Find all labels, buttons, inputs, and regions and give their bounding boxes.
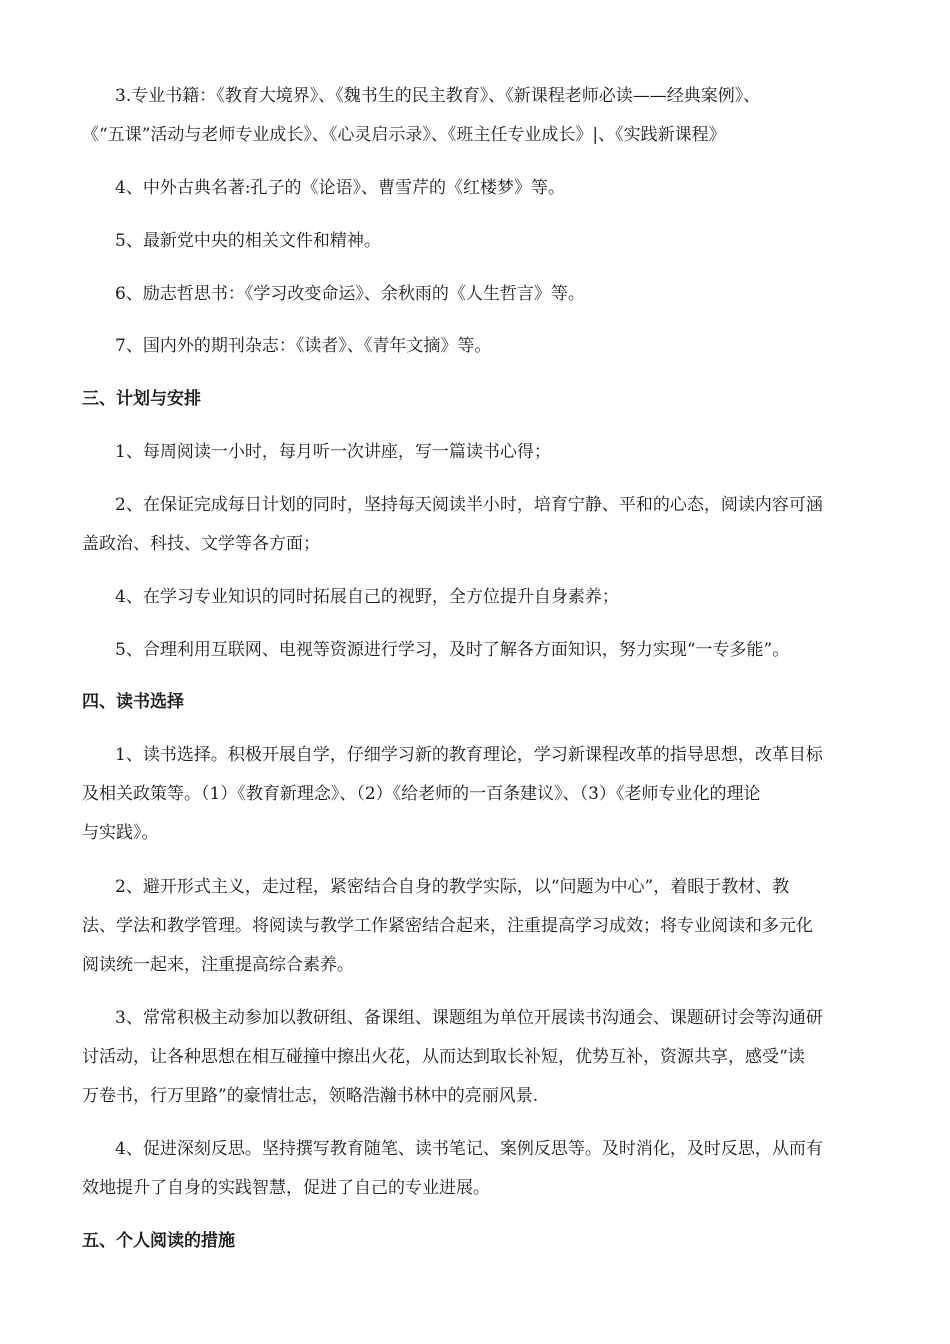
section-4-paragraph-1-line-2: 及相关政策等。（1）《教育新理念》、（2）《给老师的一百条建议》、（3）《老师专业化的理论 [82,784,761,804]
section-3-heading: 三、计划与安排 [82,389,201,409]
section-4-paragraph-2-line-2: 法、学法和教学管理。将阅读与教学工作紧密结合起来，注重提高学习成效；将专业阅读和多元化 [82,916,813,936]
section-4-heading: 四、读书选择 [82,692,184,712]
section-5-heading: 五、个人阅读的措施 [82,1231,235,1251]
section-4-paragraph-1-line-1: 1、读书选择。积极开展自学，仔细学习新的教育理论，学习新课程改革的指导思想，改革目标 [115,745,823,765]
book-list-item-3-line-1: 3.专业书籍：《教育大境界》、《魏书生的民主教育》、《新课程老师必读——经典案例》、 [115,86,761,106]
book-list-item-4: 4、中外古典名著:孔子的《论语》、曹雪芹的《红楼梦》等。 [115,178,566,198]
section-4-paragraph-2-line-3: 阅读统一起来，注重提高综合素养。 [82,955,354,975]
section-4-paragraph-1-line-3: 与实践》。 [82,823,159,843]
section-4-paragraph-3-line-3: 万卷书，行万里路”的豪情壮志，领略浩瀚书林中的亮丽风景. [82,1086,539,1106]
book-list-item-3-line-2: 《“五课”活动与老师专业成长》、《心灵启示录》、《班主任专业成长》|、《实践新课程》 [82,125,726,145]
section-4-paragraph-3-line-2: 讨活动，让各种思想在相互碰撞中擦出火花，从而达到取长补短，优势互补，资源共享，感受“读 [82,1047,805,1067]
section-4-paragraph-3-line-1: 3、常常积极主动参加以教研组、备课组、课题组为单位开展读书沟通会、课题研讨会等沟通研 [115,1008,823,1028]
section-4-paragraph-4-line-2: 效地提升了自身的实践智慧，促进了自己的专业进展。 [82,1178,490,1198]
section-3-paragraph-2-line-2: 盖政治、科技、文学等各方面； [82,534,320,554]
book-list-item-6: 6、励志哲思书：《学习改变命运》、余秋雨的《人生哲言》等。 [115,284,585,304]
book-list-item-5: 5、最新党中央的相关文件和精神。 [115,231,381,251]
section-4-paragraph-4-line-1: 4、促进深刻反思。坚持撰写教育随笔、读书笔记、案例反思等。及时消化，及时反思，从而有 [115,1139,823,1159]
section-3-paragraph-1: 1、每周阅读一小时，每月听一次讲座，写一篇读书心得； [115,442,551,462]
section-3-paragraph-5: 5、合理利用互联网、电视等资源进行学习，及时了解各方面知识，努力实现“一专多能”。 [115,640,790,660]
section-3-paragraph-2-line-1: 2、在保证完成每日计划的同时，坚持每天阅读半小时，培育宁静、平和的心态，阅读内容可涵 [115,495,823,515]
section-4-paragraph-2-line-1: 2、避开形式主义，走过程，紧密结合自身的教学实际，以“问题为中心”，着眼于教材、教 [115,877,790,897]
book-list-item-7: 7、国内外的期刊杂志：《读者》、《青年文摘》等。 [115,336,492,356]
section-3-paragraph-4: 4、在学习专业知识的同时拓展自己的视野，全方位提升自身素养； [115,587,619,607]
